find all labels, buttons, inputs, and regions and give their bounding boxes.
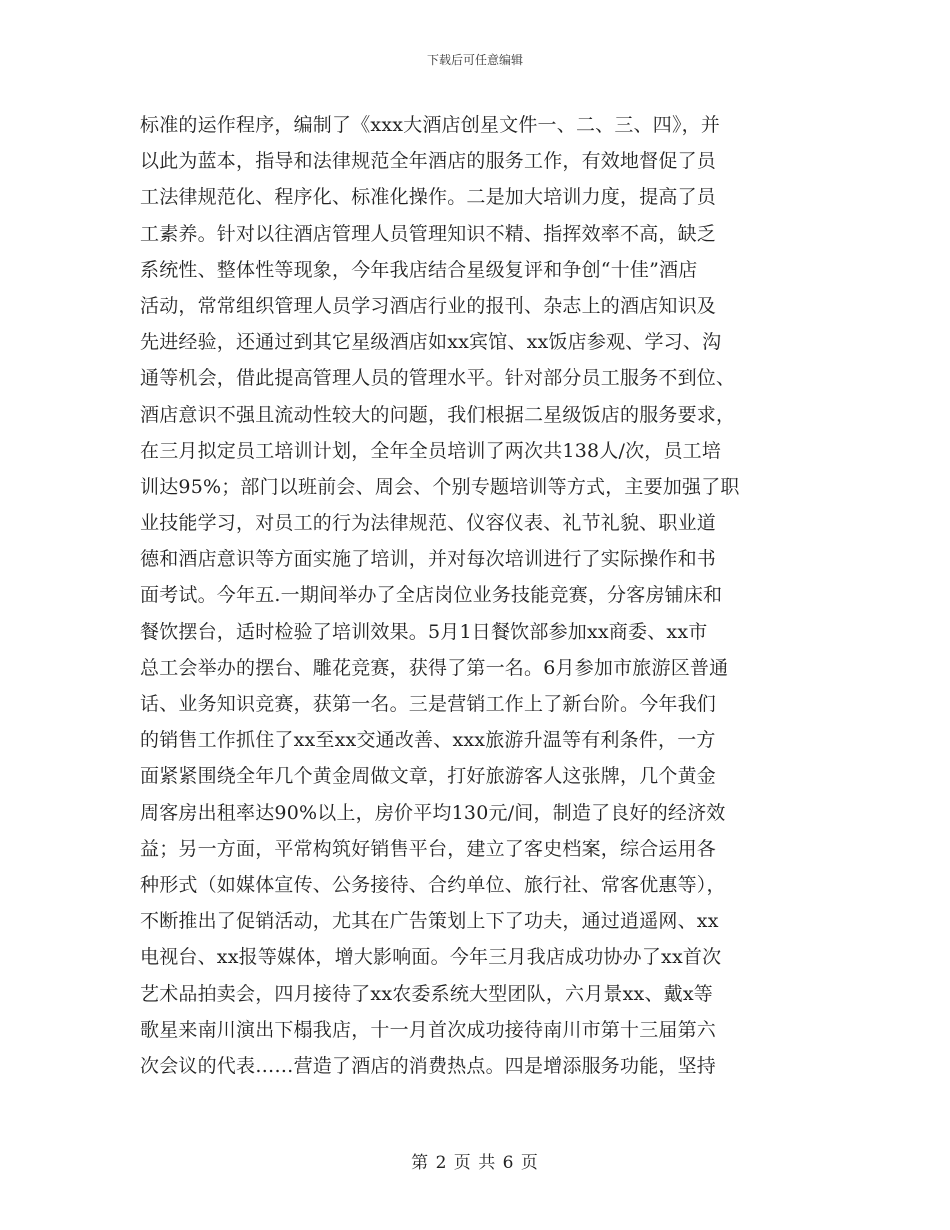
page-header: 下载后可任意编辑 <box>426 53 523 67</box>
text-line: 种形式（如媒体宣传、公务接待、合约单位、旅行社、常客优惠等）， <box>140 873 726 896</box>
text-line: 酒店意识不强且流动性较大的问题，我们根据二星级饭店的服务要求， <box>140 403 736 426</box>
text-line: 次会议的代表……营造了酒店的消费热点。四是增添服务功能，坚持 <box>140 1054 717 1077</box>
text-line: 业技能学习，对员工的行为法律规范、仪容仪表、礼节礼貌、职业道 <box>140 512 717 535</box>
text-line: 工素养。针对以往酒店管理人员管理知识不精、指挥效率不高，缺乏 <box>140 222 717 245</box>
text-line: 不断推出了促销活动，尤其在广告策划上下了功夫，通过逍遥网、xx <box>140 910 719 933</box>
text-line: 面考试。今年五.一期间举办了全店岗位业务技能竞赛，分客房铺床和 <box>140 584 723 607</box>
text-line: 活动，常常组织管理人员学习酒店行业的报刊、杂志上的酒店知识及 <box>140 294 717 317</box>
text-line: 训达95%；部门以班前会、周会、个别专题培训等方式，主要加强了职 <box>140 475 740 498</box>
text-line: 先进经验，还通过到其它星级酒店如xx宾馆、xx饭店参观、学习、沟 <box>140 331 722 354</box>
text-line: 周客房出租率达90%以上，房价平均130元/间，制造了良好的经济效 <box>140 801 726 824</box>
page-number: 第 2 页 共 6 页 <box>411 1153 539 1173</box>
text-line: 工法律规范化、程序化、标准化操作。二是加大培训力度，提高了员 <box>140 186 717 209</box>
text-line: 在三月拟定员工培训计划，全年全员培训了两次共138人/次，员工培 <box>140 439 722 462</box>
text-line: 餐饮摆台，适时检验了培训效果。5月1日餐饮部参加xx商委、xx市 <box>140 620 708 643</box>
text-line: 电视台、xx报等媒体，增大影响面。今年三月我店成功协办了xx首次 <box>140 946 722 969</box>
text-line: 系统性、整体性等现象，今年我店结合星级复评和争创“十佳”酒店 <box>140 258 698 281</box>
text-line: 的销售工作抓住了xx至xx交通改善、xxx旅游升温等有利条件，一方 <box>140 729 716 752</box>
text-line: 面紧紧围绕全年几个黄金周做文章，打好旅游客人这张牌，几个黄金 <box>140 765 717 788</box>
text-line: 艺术品拍卖会，四月接待了xx农委系统大型团队，六月景xx、戴x等 <box>140 982 713 1005</box>
text-line: 通等机会，借此提高管理人员的管理水平。针对部分员工服务不到位、 <box>140 367 736 390</box>
body-text <box>140 107 810 1084</box>
text-line: 益；另一方面，平常构筑好销售平台，建立了客史档案，综合运用各 <box>140 837 717 860</box>
text-line: 以此为蓝本，指导和法律规范全年酒店的服务工作，有效地督促了员 <box>140 150 717 173</box>
text-line: 标准的运作程序，编制了《xxx大酒店创星文件一、二、三、四》，并 <box>140 114 721 136</box>
text-line: 德和酒店意识等方面实施了培训，并对每次培训进行了实际操作和书 <box>140 548 717 571</box>
text-line: 总工会举办的摆台、雕花竞赛，获得了第一名。6月参加市旅游区普通 <box>140 656 729 679</box>
text-line: 话、业务知识竞赛，获第一名。三是营销工作上了新台阶。今年我们 <box>140 693 717 715</box>
text-line: 歌星来南川演出下榻我店，十一月首次成功接待南川市第十三届第六 <box>140 1018 717 1041</box>
